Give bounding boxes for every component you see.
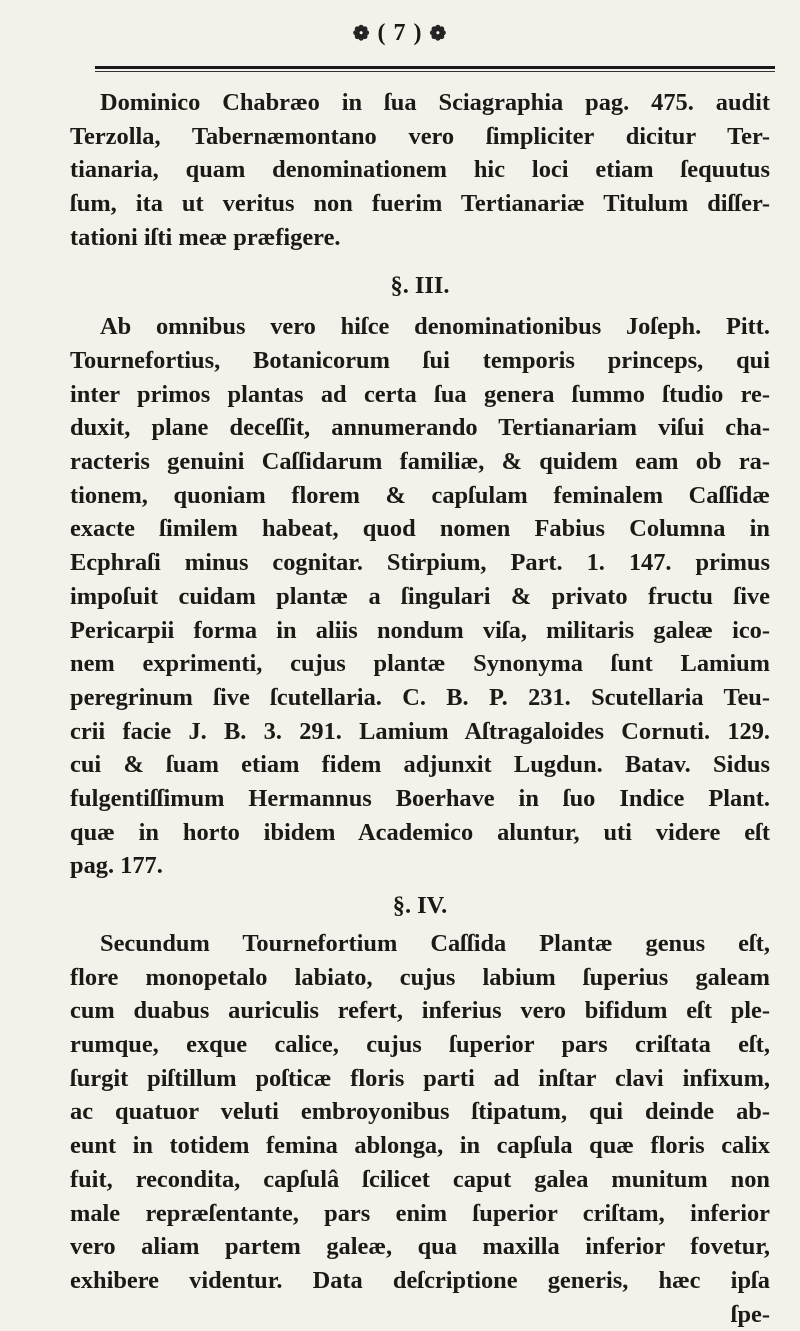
text-line: flore monopetalo labiato, cujus labium ſuperius galeam <box>70 963 770 991</box>
text-line: nem exprimenti, cujus plantæ Synonyma ſunt Lamium <box>70 650 770 678</box>
catchword: ſpe- <box>730 1300 770 1328</box>
text-line: tationi iſti meæ præfigere. <box>70 223 341 251</box>
text-line: Dominico Chabræo in ſua Sciagraphia pag. 475. audit <box>100 89 770 116</box>
text-line: ſurgit piſtillum poſticæ floris parti ad inſtar clavi infixum, <box>70 1064 770 1092</box>
paragraph-2 <box>70 310 770 883</box>
text-line: fuit, recondita, capſulâ ſcilicet caput galea munitum non <box>70 1165 770 1193</box>
text-line: ac quatuor veluti embroyonibus ſtipatum, qui deinde ab- <box>70 1098 770 1126</box>
text-line: vero aliam partem galeæ, qua maxilla inferior fovetur, <box>70 1233 770 1261</box>
page-header <box>0 20 800 47</box>
header-rule <box>95 66 775 69</box>
text-line: male repræſentante, pars enim ſuperior criſtam, inferior <box>70 1199 770 1227</box>
text-line: Secundum Tournefortium Caſſida Plantæ genus eſt, <box>100 929 770 957</box>
text-line: Ab omnibus vero hiſce denominationibus Joſeph. Pitt. <box>100 313 770 341</box>
text-line: Pericarpii forma in aliis nondum viſa, militaris galeæ ico- <box>70 616 770 644</box>
text-line: cum duabus auriculis refert, inferius vero bifidum eſt ple- <box>70 997 770 1025</box>
section-heading-3: §. III. <box>390 271 450 299</box>
text-line: eunt in totidem femina ablonga, in capſula quæ floris calix <box>70 1132 770 1160</box>
section-heading-4: §. IV. <box>392 892 448 920</box>
ornament-left-icon: ❁ <box>352 23 371 45</box>
text-line: exhibere videntur. Data deſcriptione generis, hæc ipſa <box>70 1266 770 1294</box>
text-line: impoſuit cuidam plantæ a ſingulari & privato fructu ſive <box>70 582 770 610</box>
text-line: rumque, exque calice, cujus ſuperior pars criſtata eſt, <box>70 1030 770 1058</box>
text-line: cui & ſuam etiam fidem adjunxit Lugdun. Batav. Sidus <box>70 751 770 779</box>
text-line: tianaria, quam denominationem hic loci etiam ſequutus <box>70 156 770 184</box>
text-line: Terzolla, Tabernæmontano vero ſimpliciter dicitur Ter- <box>70 122 770 150</box>
text-line: tionem, quoniam florem & capſulam feminalem Caſſidæ <box>70 481 770 509</box>
text-line: duxit, plane deceſſit, annumerando Tertianariam viſui cha- <box>70 414 770 442</box>
text-line: fulgentiſſimum Hermannus Boerhave in ſuo Indice Plant. <box>70 785 770 813</box>
text-line: ſum, ita ut veritus non fuerim Tertianariæ Titulum diſſer- <box>70 190 770 218</box>
text-line: Ecphraſi minus cognitar. Stirpium, Part. 1. 147. primus <box>70 549 770 577</box>
text-line: quæ in horto ibidem Academico aluntur, uti videre eſt <box>70 818 770 846</box>
text-line: racteris genuini Caſſidarum familiæ, & quidem eam ob ra- <box>70 448 770 476</box>
paragraph-3 <box>70 927 770 1298</box>
text-line: peregrinum ſive ſcutellaria. C. B. P. 231. Scutellaria Teu- <box>70 683 770 711</box>
text-line: pag. 177. <box>70 852 163 880</box>
ornament-right-icon: ❁ <box>429 23 448 45</box>
page-number: ( 7 ) <box>377 20 423 46</box>
text-line: crii facie J. B. 3. 291. Lamium Aſtragaloides Cornuti. 129. <box>70 717 770 745</box>
paragraph-1 <box>70 86 770 255</box>
text-line: Tournefortius, Botanicorum ſui temporis princeps, qui <box>70 346 770 374</box>
body-text <box>70 86 770 1331</box>
text-line: exacte ſimilem habeat, quod nomen Fabius Columna in <box>70 515 770 543</box>
text-line: inter primos plantas ad certa ſua genera ſummo ſtudio re- <box>70 380 770 408</box>
